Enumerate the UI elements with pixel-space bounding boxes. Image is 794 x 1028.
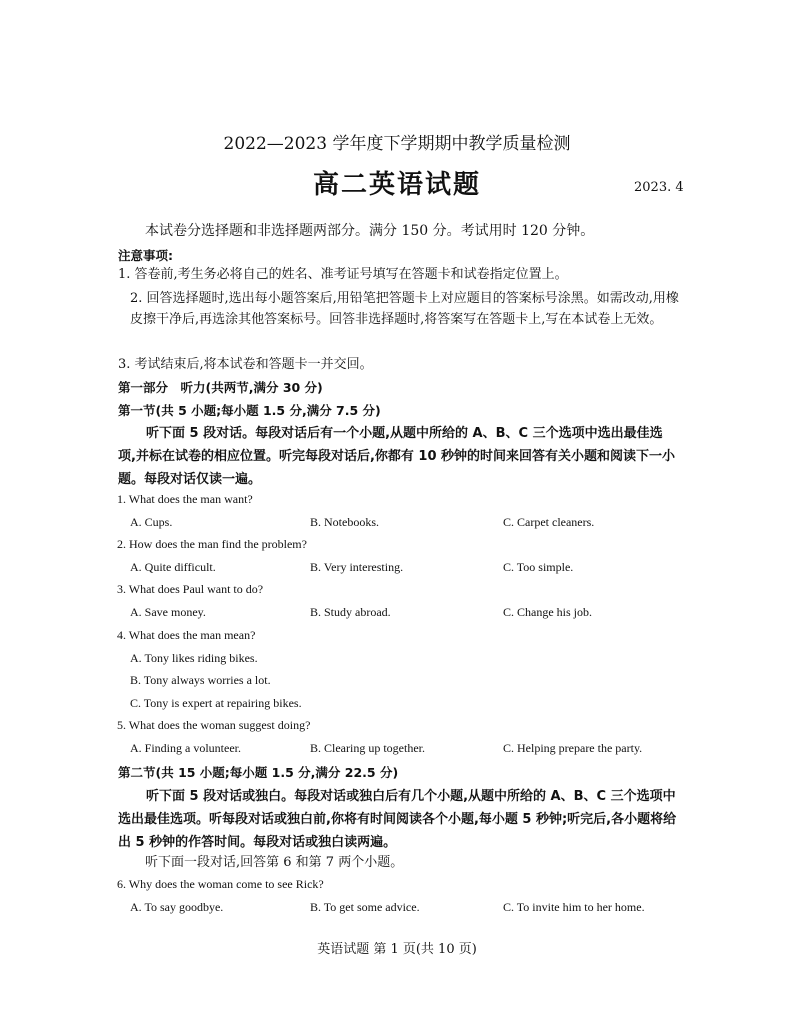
option-a: A. Save money. — [130, 605, 206, 619]
question-3: 3. What does Paul want to do? — [117, 582, 264, 596]
exam-date: 2023. 4 — [634, 180, 684, 195]
question-1: 1. What does the man want? — [117, 492, 253, 506]
question-5: 5. What does the woman suggest doing? — [117, 718, 311, 732]
note-item-text: 2. 回答选择题时,选出每小题答案后,用铅笔把答题卡上对应题目的答案标号涂黑。如需改动,用橡皮擦干净后,再选涂其他答案标号。回答非选择题时,将答案写在答题卡上,写在本试卷上无效。 — [130, 291, 679, 327]
option-b: B. Very interesting. — [310, 560, 404, 574]
option-c: C. Tony is expert at repairing bikes. — [130, 696, 302, 710]
option-c: C. Too simple. — [503, 560, 574, 574]
option-c: C. Helping prepare the party. — [503, 741, 643, 755]
note-item — [118, 288, 680, 330]
option-a: A. Cups. — [130, 515, 173, 529]
option-b: B. To get some advice. — [310, 900, 420, 914]
option-b: B. Clearing up together. — [310, 741, 425, 755]
option-c: C. Carpet cleaners. — [503, 515, 595, 529]
option-a: A. Quite difficult. — [130, 560, 216, 574]
option-a: A. Finding a volunteer. — [130, 741, 241, 755]
question-6: 6. Why does the woman come to see Rick? — [117, 877, 324, 891]
section1-instructions: 听下面 5 段对话。每段对话后有一个小题,从题中所给的 A、B、C 三个选项中选出最佳选项,并标在试卷的相应位置。听完每段对话后,你都有 10 秒钟的时间来回答有关小题和阅读下一小题。每段对话仅读一遍。 — [118, 426, 676, 487]
note-item: 1. 答卷前,考生务必将自己的姓名、准考证号填写在答题卡和试卷指定位置上。 — [118, 267, 568, 282]
question-2: 2. How does the man find the problem? — [117, 537, 307, 551]
intro-text: 本试卷分选择题和非选择题两部分。满分 150 分。考试用时 120 分钟。 — [145, 223, 595, 239]
part1-heading: 第一部分 听力(共两节,满分 30 分) — [118, 380, 323, 395]
option-b: B. Notebooks. — [310, 515, 379, 529]
section2-heading: 第二节(共 15 小题;每小题 1.5 分,满分 22.5 分) — [118, 765, 399, 780]
option-b: B. Tony always worries a lot. — [130, 673, 271, 687]
page-footer: 英语试题 第 1 页(共 10 页) — [317, 942, 477, 957]
exam-name: 2022—2023 学年度下学期期中教学质量检测 — [223, 134, 571, 154]
section2-lead: 听下面一段对话,回答第 6 和第 7 两个小题。 — [145, 855, 404, 870]
section2-instructions: 听下面 5 段对话或独白。每段对话或独白后有几个小题,从题中所给的 A、B、C 三个选项中选出最佳选项。听每段对话或独白前,你将有时间阅读各个小题,每小题 5 秒钟;听完后,各小题将给出 5 秒钟的作答时间。每段对话或独白读两遍。 — [118, 789, 677, 850]
page-title: 高二英语试题 — [312, 170, 481, 200]
note-item: 3. 考试结束后,将本试卷和答题卡一并交回。 — [118, 357, 373, 372]
option-c: C. Change his job. — [503, 605, 592, 619]
option-c: C. To invite him to her home. — [503, 900, 645, 914]
option-a: A. To say goodbye. — [130, 900, 224, 914]
option-a: A. Tony likes riding bikes. — [130, 651, 258, 665]
notes-heading: 注意事项: — [118, 248, 173, 263]
question-4: 4. What does the man mean? — [117, 628, 256, 642]
option-b: B. Study abroad. — [310, 605, 391, 619]
section1-heading: 第一节(共 5 小题;每小题 1.5 分,满分 7.5 分) — [118, 403, 381, 418]
